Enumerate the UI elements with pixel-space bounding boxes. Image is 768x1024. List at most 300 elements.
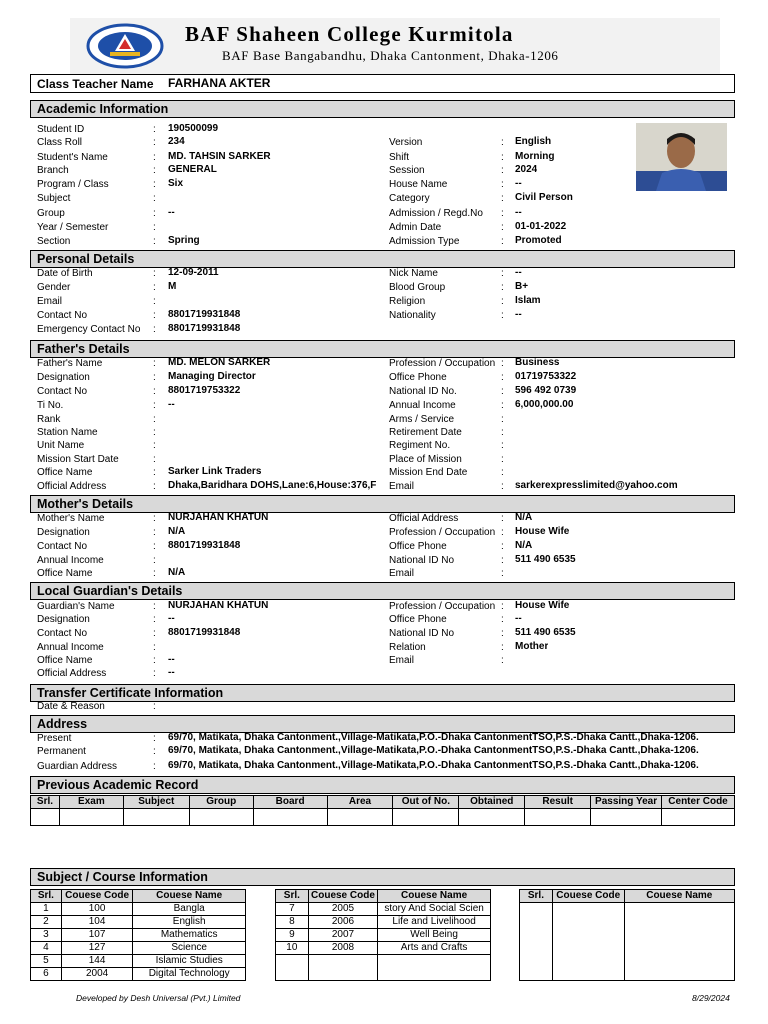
academic-field-colon: : — [501, 193, 504, 204]
table-cell: Arts and Crafts — [378, 942, 491, 955]
mother-field-colon: : — [153, 527, 156, 538]
father-field-label: Ti No. — [37, 400, 64, 411]
table-row — [31, 968, 246, 981]
table-header-cell: Couese Name — [133, 890, 246, 903]
personal-field-colon: : — [501, 282, 504, 293]
college-logo — [86, 23, 164, 69]
academic-field-colon: : — [501, 165, 504, 176]
academic-field-value: Morning — [515, 151, 555, 162]
address-field-colon: : — [153, 746, 156, 757]
table-cell — [552, 955, 624, 968]
father-field-colon: : — [153, 440, 156, 451]
personal-field-label: Contact No — [37, 310, 88, 321]
father-field-value: Business — [515, 357, 560, 368]
table-header-cell: Srl. — [276, 890, 309, 903]
table-cell — [624, 903, 734, 916]
academic-field-label: Section — [37, 236, 71, 247]
father-field-colon: : — [153, 427, 156, 438]
table-cell — [520, 968, 553, 981]
table-header-cell: Couese Code — [308, 890, 377, 903]
father-field-colon: : — [501, 358, 504, 369]
father-field-value: Managing Director — [168, 371, 256, 382]
academic-field-label: Branch — [37, 165, 69, 176]
table-row — [31, 903, 246, 916]
academic-field-label: Student's Name — [37, 152, 108, 163]
academic-field-colon: : — [153, 124, 156, 135]
academic-field-label: Admin Date — [389, 222, 442, 233]
personal-field-colon: : — [153, 296, 156, 307]
table-cell: 2008 — [308, 942, 377, 955]
academic-field-label: Class Roll — [37, 137, 83, 148]
table-header-cell: Couese Code — [61, 890, 133, 903]
father-field-label: Retirement Date — [389, 427, 462, 438]
father-field-label: Station Name — [37, 427, 98, 438]
address-field-value: 69/70, Matikata, Dhaka Cantonment.,Village-Matikata,P.O.-Dhaka CantonmentTSO,P.S.-Dhaka Cantt.,Dhaka-1206. — [168, 732, 699, 743]
guardian-field-label: Guardian's Name — [37, 601, 115, 612]
academic-field-value: Six — [168, 178, 184, 189]
academic-field-value: 2024 — [515, 164, 538, 175]
table-cell: 9 — [276, 929, 309, 942]
mother-field-label: National ID No — [389, 555, 455, 566]
academic-field-value: -- — [515, 178, 522, 189]
academic-field-label: Subject — [37, 193, 71, 204]
guardian-field-value: 8801719931848 — [168, 627, 241, 638]
table-row — [31, 942, 246, 955]
personal-field-colon: : — [501, 296, 504, 307]
table-cell: 10 — [276, 942, 309, 955]
mother-field-colon: : — [501, 568, 504, 579]
section-personal: Personal Details — [30, 250, 735, 268]
personal-field-label: Blood Group — [389, 282, 446, 293]
table-cell: Islamic Studies — [133, 955, 246, 968]
father-field-value: Dhaka,Baridhara DOHS,Lane:6,House:376,F — [168, 480, 377, 491]
father-field-colon: : — [153, 414, 156, 425]
guardian-field-label: Profession / Occupation — [389, 601, 496, 612]
table-row — [520, 916, 735, 929]
academic-field-label: Program / Class — [37, 179, 109, 190]
father-field-label: Contact No — [37, 386, 88, 397]
academic-field-value: -- — [515, 207, 522, 218]
table-cell — [520, 929, 553, 942]
section-mother: Mother's Details — [30, 495, 735, 513]
guardian-field-colon: : — [153, 601, 156, 612]
father-field-colon: : — [153, 372, 156, 383]
table-cell: 100 — [61, 903, 133, 916]
personal-field-value: B+ — [515, 281, 529, 292]
father-field-value: Sarker Link Traders — [168, 466, 262, 477]
previous-record-table — [30, 795, 735, 826]
guardian-field-colon: : — [153, 628, 156, 639]
father-field-colon: : — [501, 440, 504, 451]
personal-field-label: Emergency Contact No — [37, 324, 141, 335]
father-field-value: 8801719753322 — [168, 385, 241, 396]
college-address: BAF Base Bangabandhu, Dhaka Cantonment, Dhaka-1206 — [222, 48, 559, 63]
guardian-field-colon: : — [501, 642, 504, 653]
table-cell — [552, 903, 624, 916]
section-previous: Previous Academic Record — [30, 776, 735, 794]
table-row — [276, 942, 491, 955]
table-cell — [624, 942, 734, 955]
academic-field-colon: : — [501, 236, 504, 247]
table-header-cell: Result — [525, 796, 591, 809]
address-field-label: Permanent — [37, 746, 86, 757]
father-field-colon: : — [501, 414, 504, 425]
father-field-colon: : — [501, 427, 504, 438]
mother-field-value: 511 490 6535 — [515, 554, 576, 565]
student-photo — [636, 123, 727, 191]
table-header-cell: Subject — [123, 796, 189, 809]
mother-field-label: Email — [389, 568, 415, 579]
table-cell: Science — [133, 942, 246, 955]
academic-field-value: 190500099 — [168, 123, 219, 134]
academic-field-colon: : — [153, 193, 156, 204]
table-cell: Digital Technology — [133, 968, 246, 981]
personal-field-colon: : — [153, 268, 156, 279]
table-header-cell: Couese Name — [624, 890, 734, 903]
personal-field-value: 8801719931848 — [168, 323, 241, 334]
father-field-label: Office Name — [37, 467, 93, 478]
mother-field-colon: : — [501, 555, 504, 566]
academic-field-colon: : — [501, 222, 504, 233]
personal-field-colon: : — [153, 310, 156, 321]
table-header-cell: Center Code — [662, 796, 735, 809]
table-cell: 144 — [61, 955, 133, 968]
father-field-label: Designation — [37, 372, 90, 383]
academic-field-colon: : — [153, 165, 156, 176]
academic-field-value: English — [515, 136, 552, 147]
guardian-field-label: Office Name — [37, 655, 93, 666]
table-cell: 3 — [31, 929, 62, 942]
address-field-colon: : — [153, 733, 156, 744]
table-cell: 104 — [61, 916, 133, 929]
table-row — [31, 916, 246, 929]
guardian-field-value: Mother — [515, 641, 549, 652]
mother-field-label: Profession / Occupation — [389, 527, 496, 538]
table-row — [520, 929, 735, 942]
father-field-label: Father's Name — [37, 358, 103, 369]
table-header-cell: Group — [189, 796, 253, 809]
guardian-field-value: -- — [168, 613, 175, 624]
guardian-field-label: Relation — [389, 642, 426, 653]
father-field-value: sarkerexpresslimited@yahoo.com — [515, 480, 678, 491]
table-cell: 2005 — [308, 903, 377, 916]
table-cell: 5 — [31, 955, 62, 968]
father-field-colon: : — [501, 386, 504, 397]
address-field-label: Guardian Address — [37, 761, 118, 772]
table-header-cell: Area — [327, 796, 393, 809]
table-cell — [624, 955, 734, 968]
mother-field-value: 8801719931848 — [168, 540, 241, 551]
father-field-label: Place of Mission — [389, 454, 462, 465]
academic-field-colon: : — [153, 208, 156, 219]
table-cell: 2006 — [308, 916, 377, 929]
mother-field-value: NURJAHAN KHATUN — [168, 512, 269, 523]
academic-field-label: Session — [389, 165, 425, 176]
table-cell: 2007 — [308, 929, 377, 942]
mother-field-value: N/A — [515, 540, 533, 551]
table-cell — [624, 968, 734, 981]
table-row — [276, 903, 491, 916]
table-cell — [552, 942, 624, 955]
personal-field-label: Date of Birth — [37, 268, 93, 279]
mother-field-label: Annual Income — [37, 555, 104, 566]
table-header-cell: Srl. — [31, 890, 62, 903]
father-field-value: -- — [168, 399, 175, 410]
academic-field-label: Admission / Regd.No — [389, 208, 483, 219]
table-cell: English — [133, 916, 246, 929]
table-row — [276, 968, 491, 981]
address-field-value: 69/70, Matikata, Dhaka Cantonment.,Village-Matikata,P.O.-Dhaka CantonmentTSO,P.S.-Dhaka Cantt.,Dhaka-1206. — [168, 745, 699, 756]
academic-field-value: Civil Person — [515, 192, 573, 203]
father-field-label: Annual Income — [389, 400, 456, 411]
father-field-value: 596 492 0739 — [515, 385, 577, 396]
guardian-field-label: Email — [389, 655, 415, 666]
academic-field-value: Spring — [168, 235, 200, 246]
table-cell — [624, 929, 734, 942]
father-field-colon: : — [501, 454, 504, 465]
mother-field-colon: : — [153, 555, 156, 566]
table-header-cell: Srl. — [31, 796, 60, 809]
academic-field-label: Year / Semester — [37, 222, 109, 233]
table-row — [520, 942, 735, 955]
mother-field-colon: : — [501, 513, 504, 524]
table-cell: 6 — [31, 968, 62, 981]
guardian-field-colon: : — [501, 601, 504, 612]
section-transfer: Transfer Certificate Information — [30, 684, 735, 702]
father-field-colon: : — [153, 386, 156, 397]
personal-field-value: -- — [515, 267, 522, 278]
table-cell: 2004 — [61, 968, 133, 981]
table-cell — [308, 955, 377, 968]
guardian-field-value: NURJAHAN KHATUN — [168, 600, 269, 611]
course-table-2 — [275, 889, 491, 981]
table-row — [276, 916, 491, 929]
table-cell: Mathematics — [133, 929, 246, 942]
class-teacher-label: Class Teacher Name — [37, 77, 154, 91]
table-header-cell: Couese Code — [552, 890, 624, 903]
section-subject: Subject / Course Information — [30, 868, 735, 886]
mother-field-label: Designation — [37, 527, 90, 538]
table-cell: Bangla — [133, 903, 246, 916]
academic-field-label: Group — [37, 208, 65, 219]
table-cell: Well Being — [378, 929, 491, 942]
guardian-field-value: -- — [168, 654, 175, 665]
personal-field-label: Gender — [37, 282, 71, 293]
guardian-field-colon: : — [153, 642, 156, 653]
transfer-field-label: Date & Reason — [37, 701, 105, 712]
guardian-field-colon: : — [501, 614, 504, 625]
table-row — [31, 929, 246, 942]
college-name: BAF Shaheen College Kurmitola — [185, 22, 514, 46]
guardian-field-value: House Wife — [515, 600, 570, 611]
mother-field-colon: : — [153, 513, 156, 524]
guardian-field-value: -- — [168, 667, 175, 678]
father-field-label: Regiment No. — [389, 440, 451, 451]
academic-field-label: Version — [389, 137, 423, 148]
table-cell — [378, 955, 491, 968]
mother-field-label: Contact No — [37, 541, 88, 552]
table-cell — [520, 942, 553, 955]
academic-field-label: Admission Type — [389, 236, 460, 247]
father-field-value: 6,000,000.00 — [515, 399, 574, 410]
personal-field-label: Religion — [389, 296, 426, 307]
table-cell: 107 — [61, 929, 133, 942]
academic-field-label: Category — [389, 193, 430, 204]
guardian-field-label: Official Address — [37, 668, 107, 679]
footer-developer: Developed by Desh Universal (Pvt.) Limited — [76, 993, 241, 1003]
table-cell: 2 — [31, 916, 62, 929]
table-row — [31, 809, 735, 826]
table-cell: 7 — [276, 903, 309, 916]
table-header-cell: Board — [253, 796, 327, 809]
table-cell — [552, 916, 624, 929]
academic-field-colon: : — [153, 236, 156, 247]
academic-field-colon: : — [501, 179, 504, 190]
table-header-cell: Srl. — [520, 890, 553, 903]
table-cell — [552, 968, 624, 981]
table-cell — [276, 955, 309, 968]
guardian-field-colon: : — [153, 668, 156, 679]
academic-field-value: 234 — [168, 136, 185, 147]
personal-field-label: Nationality — [389, 310, 436, 321]
academic-field-colon: : — [153, 152, 156, 163]
father-field-colon: : — [501, 467, 504, 478]
academic-field-value: -- — [168, 207, 175, 218]
mother-field-label: Office Name — [37, 568, 93, 579]
academic-field-value: Promoted — [515, 235, 562, 246]
table-header-cell: Out of No. — [393, 796, 459, 809]
table-cell: 8 — [276, 916, 309, 929]
table-row — [276, 955, 491, 968]
guardian-field-label: Annual Income — [37, 642, 104, 653]
academic-field-value: GENERAL — [168, 164, 217, 175]
father-field-label: Profession / Occupation — [389, 358, 496, 369]
table-row — [520, 955, 735, 968]
father-field-label: Unit Name — [37, 440, 85, 451]
class-teacher-value: FARHANA AKTER — [168, 76, 271, 90]
academic-field-colon: : — [153, 137, 156, 148]
guardian-field-value: -- — [515, 613, 522, 624]
address-field-label: Present — [37, 733, 72, 744]
table-header-cell: Passing Year — [591, 796, 662, 809]
father-field-colon: : — [153, 358, 156, 369]
mother-field-label: Mother's Name — [37, 513, 105, 524]
father-field-value: 01719753322 — [515, 371, 577, 382]
father-field-colon: : — [501, 400, 504, 411]
table-row — [276, 929, 491, 942]
personal-field-colon: : — [501, 268, 504, 279]
mother-field-colon: : — [153, 541, 156, 552]
mother-field-label: Official Address — [389, 513, 459, 524]
section-guardian: Local Guardian's Details — [30, 582, 735, 600]
course-table-3 — [519, 889, 735, 981]
table-cell: 127 — [61, 942, 133, 955]
table-cell: story And Social Scien — [378, 903, 491, 916]
table-cell — [520, 903, 553, 916]
table-header-cell: Obtained — [459, 796, 525, 809]
guardian-field-label: Contact No — [37, 628, 88, 639]
table-header-cell: Exam — [59, 796, 123, 809]
table-row — [31, 955, 246, 968]
table-cell — [308, 968, 377, 981]
academic-field-colon: : — [153, 179, 156, 190]
mother-field-colon: : — [501, 527, 504, 538]
table-header-cell: Couese Name — [378, 890, 491, 903]
personal-field-colon: : — [153, 282, 156, 293]
father-field-colon: : — [153, 467, 156, 478]
table-cell — [552, 929, 624, 942]
guardian-field-colon: : — [153, 614, 156, 625]
table-row — [520, 968, 735, 981]
address-field-colon: : — [153, 761, 156, 772]
guardian-field-colon: : — [153, 655, 156, 666]
mother-field-label: Office Phone — [389, 541, 447, 552]
address-field-value: 69/70, Matikata, Dhaka Cantonment.,Village-Matikata,P.O.-Dhaka CantonmentTSO,P.S.-Dhaka Cantt.,Dhaka-1206. — [168, 760, 699, 771]
guardian-field-label: Designation — [37, 614, 90, 625]
personal-field-value: Islam — [515, 295, 541, 306]
personal-field-colon: : — [153, 324, 156, 335]
table-cell — [276, 968, 309, 981]
father-field-colon: : — [153, 454, 156, 465]
course-table-1 — [30, 889, 246, 981]
academic-field-label: Shift — [389, 152, 410, 163]
father-field-label: Office Phone — [389, 372, 447, 383]
father-field-label: Email — [389, 481, 415, 492]
table-cell: Life and Livelihood — [378, 916, 491, 929]
father-field-colon: : — [501, 372, 504, 383]
guardian-field-colon: : — [501, 628, 504, 639]
guardian-field-label: National ID No — [389, 628, 455, 639]
table-cell — [624, 916, 734, 929]
mother-field-value: House Wife — [515, 526, 570, 537]
section-academic: Academic Information — [30, 100, 735, 118]
table-row — [520, 903, 735, 916]
father-field-label: Mission Start Date — [37, 454, 119, 465]
guardian-field-colon: : — [501, 655, 504, 666]
father-field-colon: : — [153, 481, 156, 492]
father-field-value: MD. MELON SARKER — [168, 357, 271, 368]
father-field-label: Rank — [37, 414, 61, 425]
father-field-label: National ID No. — [389, 386, 457, 397]
table-cell — [520, 916, 553, 929]
academic-field-colon: : — [501, 152, 504, 163]
academic-field-colon: : — [501, 208, 504, 219]
personal-field-colon: : — [501, 310, 504, 321]
table-cell — [520, 955, 553, 968]
academic-field-colon: : — [501, 137, 504, 148]
mother-field-colon: : — [153, 568, 156, 579]
section-address: Address — [30, 715, 735, 733]
mother-field-colon: : — [501, 541, 504, 552]
guardian-field-value: 511 490 6535 — [515, 627, 576, 638]
mother-field-value: N/A — [168, 567, 186, 578]
table-cell: 4 — [31, 942, 62, 955]
personal-field-value: 12-09-2011 — [168, 267, 219, 278]
personal-field-value: -- — [515, 309, 522, 320]
mother-field-value: N/A — [168, 526, 186, 537]
academic-field-label: Student ID — [37, 124, 85, 135]
academic-field-value: MD. TAHSIN SARKER — [168, 151, 271, 162]
footer-date: 8/29/2024 — [692, 993, 730, 1003]
transfer-field-colon: : — [153, 701, 156, 712]
father-field-colon: : — [501, 481, 504, 492]
academic-field-value: 01-01-2022 — [515, 221, 567, 232]
academic-field-colon: : — [153, 222, 156, 233]
personal-field-label: Email — [37, 296, 63, 307]
personal-field-label: Nick Name — [389, 268, 438, 279]
table-cell: 1 — [31, 903, 62, 916]
personal-field-value: 8801719931848 — [168, 309, 241, 320]
